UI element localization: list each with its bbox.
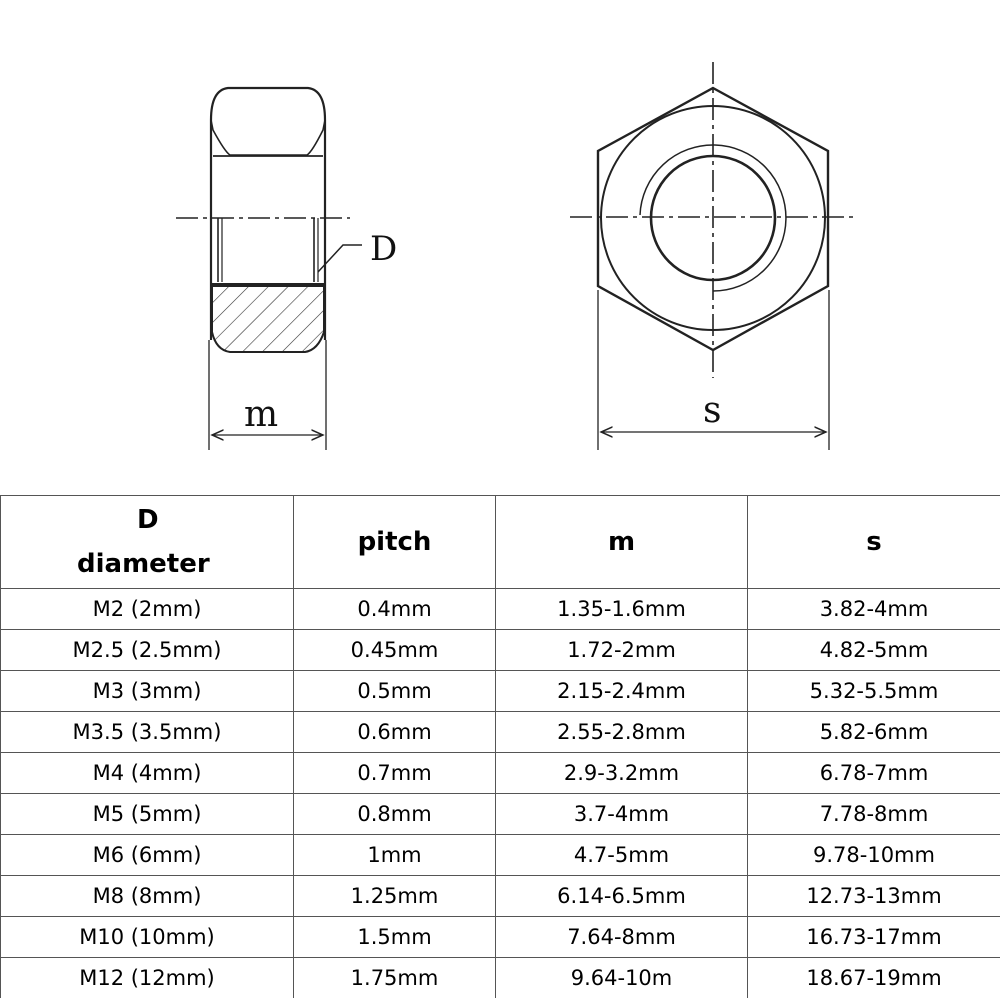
s-label: s — [703, 390, 722, 431]
table-row — [1, 753, 1000, 794]
cell-m: 2.55-2.8mm — [496, 712, 748, 753]
cell-diameter: M3 (3mm) — [1, 671, 294, 712]
table-row — [1, 589, 1000, 630]
cell-m: 2.9-3.2mm — [496, 753, 748, 794]
cell-diameter: M10 (10mm) — [1, 917, 294, 958]
d-label: D — [370, 229, 398, 269]
table-row — [1, 835, 1000, 876]
cell-m: 6.14-6.5mm — [496, 876, 748, 917]
cell-m: 4.7-5mm — [496, 835, 748, 876]
table-row — [1, 712, 1000, 753]
header-d-line1: D — [137, 505, 159, 535]
cell-pitch: 1.75mm — [294, 958, 496, 999]
cell-diameter: M8 (8mm) — [1, 876, 294, 917]
header-d-line2: diameter — [77, 549, 210, 579]
nut-size-table — [0, 495, 1000, 998]
header-s: s — [748, 496, 1000, 589]
cell-pitch: 0.4mm — [294, 589, 496, 630]
table-row — [1, 794, 1000, 835]
cell-s: 9.78-10mm — [748, 835, 1000, 876]
cell-diameter: M2 (2mm) — [1, 589, 294, 630]
cell-pitch: 1.5mm — [294, 917, 496, 958]
cell-m: 1.72-2mm — [496, 630, 748, 671]
nut-side-view — [211, 88, 325, 352]
cell-pitch: 0.6mm — [294, 712, 496, 753]
hex-nut-technical-drawing — [0, 0, 1000, 470]
cell-diameter: M2.5 (2.5mm) — [1, 630, 294, 671]
cell-s: 18.67-19mm — [748, 958, 1000, 999]
table-row — [1, 917, 1000, 958]
cell-s: 5.32-5.5mm — [748, 671, 1000, 712]
cell-s: 7.78-8mm — [748, 794, 1000, 835]
header-pitch: pitch — [294, 496, 496, 589]
cell-pitch: 0.7mm — [294, 753, 496, 794]
table-row — [1, 958, 1000, 999]
cell-s: 4.82-5mm — [748, 630, 1000, 671]
cell-m: 2.15-2.4mm — [496, 671, 748, 712]
header-m: m — [496, 496, 748, 589]
cell-pitch: 1mm — [294, 835, 496, 876]
table-row — [1, 876, 1000, 917]
table-header-row — [1, 496, 1000, 589]
cell-m: 1.35-1.6mm — [496, 589, 748, 630]
table-row — [1, 630, 1000, 671]
cell-s: 16.73-17mm — [748, 917, 1000, 958]
cell-pitch: 0.8mm — [294, 794, 496, 835]
cell-m: 7.64-8mm — [496, 917, 748, 958]
cell-pitch: 1.25mm — [294, 876, 496, 917]
cell-s: 3.82-4mm — [748, 589, 1000, 630]
header-d-diameter — [1, 496, 294, 589]
cell-s: 12.73-13mm — [748, 876, 1000, 917]
table-row — [1, 671, 1000, 712]
cell-diameter: M3.5 (3.5mm) — [1, 712, 294, 753]
cell-s: 5.82-6mm — [748, 712, 1000, 753]
cell-s: 6.78-7mm — [748, 753, 1000, 794]
cell-diameter: M6 (6mm) — [1, 835, 294, 876]
cell-diameter: M12 (12mm) — [1, 958, 294, 999]
cell-pitch: 0.45mm — [294, 630, 496, 671]
cell-diameter: M5 (5mm) — [1, 794, 294, 835]
cell-diameter: M4 (4mm) — [1, 753, 294, 794]
cell-pitch: 0.5mm — [294, 671, 496, 712]
cell-m: 3.7-4mm — [496, 794, 748, 835]
m-label: m — [244, 394, 279, 435]
cell-m: 9.64-10m — [496, 958, 748, 999]
table-body — [1, 589, 1000, 999]
